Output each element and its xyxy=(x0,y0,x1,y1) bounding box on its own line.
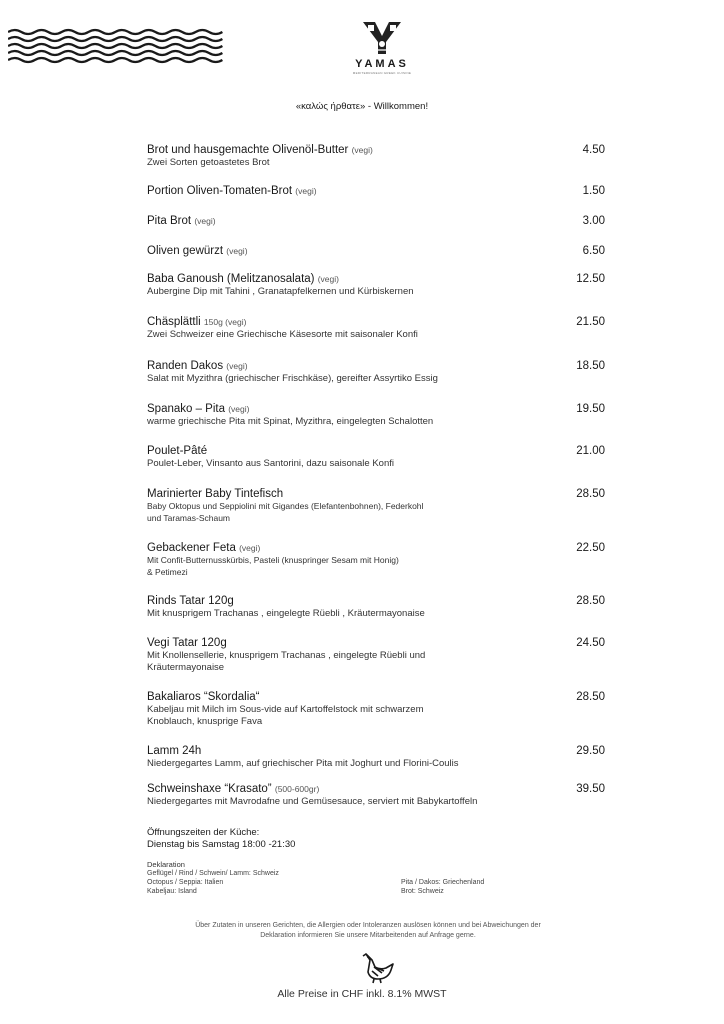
item-name: Schweinshaxe “Krasato” xyxy=(147,783,272,795)
item-description: Zwei Schweizer eine Griechische Käsesorte mit saisonaler Konfi xyxy=(147,329,418,340)
menu-item xyxy=(147,244,607,258)
item-description: Kabeljau mit Milch im Sous-vide auf Kartoffelstock mit schwarzem xyxy=(147,703,424,715)
item-name: Oliven gewürzt xyxy=(147,244,224,257)
bird-icon xyxy=(360,950,396,984)
item-tag: (vegi) xyxy=(317,273,339,284)
item-name: Portion Oliven-Tomaten-Brot xyxy=(147,184,293,197)
item-price: 28.50 xyxy=(576,690,605,703)
item-description-cont: Kräutermayonaise xyxy=(147,662,225,673)
item-name: Rinds Tatar 120g xyxy=(147,595,234,607)
item-description-cont: und Taramas-Schaum xyxy=(147,512,230,523)
item-name: Vegi Tatar 120g xyxy=(147,636,227,649)
menu-item xyxy=(147,143,607,170)
item-price: 39.50 xyxy=(576,783,605,795)
item-price: 22.50 xyxy=(576,542,605,554)
brand-logo xyxy=(343,20,421,75)
item-tag: (vegi) xyxy=(351,145,373,155)
item-description: Niedergegartes Lamm, auf griechischer Pita mit Joghurt und Florini-Coulis xyxy=(147,757,459,769)
menu-item xyxy=(147,184,607,198)
item-description: Salat mit Myzithra (griechischer Frischkäse), gereifter Assyrtiko Essig xyxy=(147,372,438,384)
declaration-title: Deklaration xyxy=(147,860,185,869)
declaration-line: Brot: Schweiz xyxy=(401,888,444,895)
item-price: 3.00 xyxy=(582,214,605,227)
kitchen-hours-text: Dienstag bis Samstag 18:00 -21:30 xyxy=(147,839,296,850)
declaration-right xyxy=(401,878,484,896)
yamas-emblem-icon xyxy=(359,20,405,56)
item-price: 24.50 xyxy=(576,636,605,649)
item-description: Niedergegartes mit Mavrodafne und Gemüsesauce, serviert mit Babykartoffeln xyxy=(147,796,478,807)
item-tag: (500-600gr) xyxy=(274,784,320,794)
item-description: Mit Knollensellerie, knusprigem Trachanas , eingelegte Rüebli und xyxy=(147,649,426,661)
menu-item xyxy=(147,782,607,809)
item-tag: (vegi) xyxy=(194,215,216,226)
item-description: warme griechische Pita mit Spinat, Myzithra, eingelegten Schalotten xyxy=(147,416,434,427)
item-price: 12.50 xyxy=(576,272,605,285)
item-tag: (vegi) xyxy=(228,404,250,414)
menu-item xyxy=(147,690,607,729)
menu-item xyxy=(147,272,607,299)
item-description: Aubergine Dip mit Tahini , Granatapfelkernen und Kürbiskernen xyxy=(147,285,414,297)
item-price: 29.50 xyxy=(576,744,605,757)
greeting: «καλώς ήρθατε» - Willkommen! xyxy=(295,101,429,112)
declaration-line: Pita / Dakos: Griechenland xyxy=(401,879,485,886)
item-price: 6.50 xyxy=(582,244,605,257)
item-description-cont: & Petimezi xyxy=(147,566,188,577)
item-price: 28.50 xyxy=(576,488,605,500)
item-tag: (vegi) xyxy=(226,245,248,256)
item-name: Lamm 24h xyxy=(147,744,202,757)
item-description: Mit Confit-Butternusskürbis, Pasteli (knuspringer Sesam mit Honig) xyxy=(147,555,399,565)
item-price: 21.50 xyxy=(576,316,605,328)
item-name: Poulet-Pâté xyxy=(147,444,208,457)
menu-item xyxy=(147,214,607,228)
menu-item xyxy=(147,541,607,578)
item-name: Marinierter Baby Tintefisch xyxy=(147,488,284,500)
item-description: Zwei Sorten getoastetes Brot xyxy=(147,157,270,168)
menu-item xyxy=(147,359,607,386)
declaration-line: Geflügel / Rind / Schwein/ Lamm: Schweiz xyxy=(147,870,279,877)
menu-item xyxy=(147,594,607,621)
brand-name: YAMAS xyxy=(355,58,409,70)
waves-decoration xyxy=(8,28,223,66)
item-price: 4.50 xyxy=(582,144,605,156)
item-name: Chäsplättli xyxy=(147,316,201,328)
item-price: 19.50 xyxy=(576,403,605,415)
allergen-note-line: Deklaration informieren Sie unsere Mitarbeitenden auf Anfrage gerne. xyxy=(260,932,476,939)
menu-item xyxy=(147,487,607,524)
item-name: Brot und hausgemachte Olivenöl-Butter xyxy=(147,144,349,156)
allergen-note xyxy=(130,921,606,941)
item-description: Baby Oktopus und Seppiolini mit Gigandes (Elefantenbohnen), Federkohl xyxy=(147,501,424,511)
declaration-line: Kabeljau: Island xyxy=(147,888,197,895)
menu-item xyxy=(147,444,607,471)
item-name: Randen Dakos xyxy=(147,359,224,372)
menu-item xyxy=(147,636,607,675)
item-tag: (vegi) xyxy=(226,360,248,371)
item-tag: 150g (vegi) xyxy=(203,317,247,327)
menu-item xyxy=(147,402,607,429)
item-tag: (vegi) xyxy=(239,543,261,553)
brand-subtitle: MEDITERRANEAN GREEK CUISINE xyxy=(352,71,412,75)
declaration xyxy=(147,860,567,896)
declaration-line: Octopus / Seppia: Italien xyxy=(147,879,224,886)
kitchen-hours xyxy=(147,827,295,851)
allergen-note-line: Über Zutaten in unseren Gerichten, die Allergien oder Intoleranzen auslösen können und bei Abweichungen der xyxy=(195,922,541,929)
kitchen-title: Öffnungszeiten der Küche: xyxy=(147,827,260,838)
item-price: 1.50 xyxy=(582,184,605,197)
item-tag: (vegi) xyxy=(295,185,317,196)
item-price: 18.50 xyxy=(576,359,605,372)
item-description: Mit knusprigem Trachanas , eingelegte Rüebli , Kräutermayonaise xyxy=(147,608,425,619)
item-description-cont: Knoblauch, knusprige Fava xyxy=(147,716,263,727)
footer-price-note: Alle Preise in CHF inkl. 8.1% MWST xyxy=(277,988,447,1000)
item-name: Gebackener Feta xyxy=(147,542,236,554)
menu-item xyxy=(147,315,607,342)
menu-list xyxy=(147,143,607,823)
menu-item xyxy=(147,744,607,771)
item-name: Spanako – Pita xyxy=(147,403,226,415)
item-price: 21.00 xyxy=(576,444,605,457)
item-description: Poulet-Leber, Vinsanto aus Santorini, dazu saisonale Konfi xyxy=(147,457,394,469)
item-price: 28.50 xyxy=(576,595,605,607)
item-name: Bakaliaros “Skordalia“ xyxy=(147,690,260,703)
item-name: Pita Brot xyxy=(147,214,192,227)
item-name: Baba Ganoush (Melitzanosalata) xyxy=(147,272,315,285)
